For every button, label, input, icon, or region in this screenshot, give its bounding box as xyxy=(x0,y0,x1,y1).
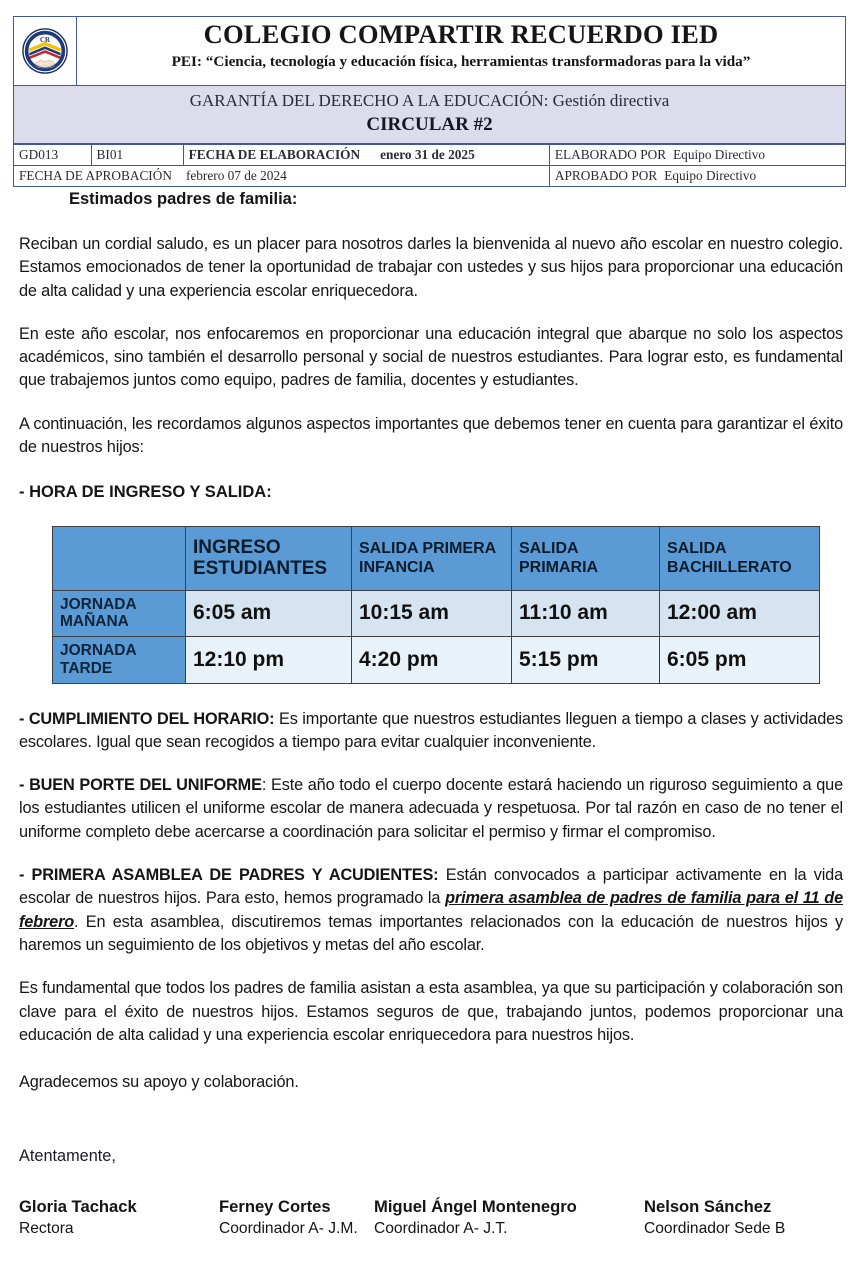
schedule-cell-tarde-bachillerato: 6:05 pm xyxy=(660,637,820,683)
signature-block-coordinador-sede-b xyxy=(644,1196,834,1239)
meta-code: GD013 xyxy=(14,144,91,165)
schedule-corner-cell xyxy=(53,527,186,591)
signature-name: Ferney Cortes xyxy=(219,1197,331,1216)
meta-elaboration-cell xyxy=(183,144,549,165)
emphasis-assembly-date: primera asamblea de padres de familia para el 11 de febrero xyxy=(19,889,843,931)
text-uniform: : Este año todo el cuerpo docente estará haciendo un riguroso seguimiento a que los estudiantes utilicen el uniforme escolar de manera adecuada y respetuosa. Por tal razón en caso de no tener el uniforme completo debe acercarse a coordinación para solicitar el permiso y firmar el compromiso. xyxy=(19,776,843,841)
text-compliance: Es importante que nuestros estudiantes lleguen a tiempo a clases y actividades escolares. Igual que sean recogidos a tiempo para evitar cualquier inconveniente. xyxy=(19,709,843,751)
meta-approved-by-label: APROBADO POR xyxy=(554,168,658,184)
schedule-col-ingreso: INGRESO ESTUDIANTES xyxy=(186,527,352,591)
paragraph-reminders-intro: A continuación, les recordamos algunos aspectos importantes que debemos tener en cuenta para garantizar el éxito de nuestros hijos: xyxy=(19,414,843,457)
banner-circular-number: CIRCULAR #2 xyxy=(366,114,493,136)
schedule-col-salida-primaria: SALIDA PRIMARIA xyxy=(512,527,660,591)
schedule-cell-tarde-primera-infancia: 4:20 pm xyxy=(352,637,512,683)
document-body xyxy=(19,190,843,1182)
banner-process-title: GARANTÍA DEL DERECHO A LA EDUCACIÓN: Gestión directiva xyxy=(189,91,670,110)
header-title-row xyxy=(14,17,845,86)
meta-row-approval xyxy=(14,166,845,187)
table-row xyxy=(53,591,820,637)
header-banner xyxy=(14,86,845,144)
meta-elaboration-date: enero 31 de 2025 xyxy=(380,146,475,162)
heading-schedule: - HORA DE INGRESO Y SALIDA: xyxy=(19,483,272,502)
meta-approval-cell xyxy=(14,166,549,187)
signature-row xyxy=(19,1196,843,1239)
school-crest-icon xyxy=(22,28,68,74)
meta-version: BI01 xyxy=(91,144,183,165)
paragraph-attendance: Es fundamental que todos los padres de familia asistan a esta asamblea, ya que su participación y colaboración son clave para el éxito de nuestros hijos. Estamos seguros de que, trabajando juntos, podemos proporcionar una educación de alta calidad y una experiencia escolar enriquecedora para nuestros hijos. xyxy=(19,979,843,1044)
meta-elaborated-by-cell xyxy=(549,144,845,165)
schedule-row-label-manana: JORNADA MAÑANA xyxy=(53,591,186,637)
meta-approved-by-value: Equipo Directivo xyxy=(664,168,757,184)
closing-line: Atentamente, xyxy=(19,1146,116,1165)
meta-approval-date: febrero 07 de 2024 xyxy=(185,168,287,184)
paragraph-welcome: Reciban un cordial saludo, es un placer para nosotros darles la bienvenida al nuevo año escolar en nuestro colegio. Estamos emocionados de tener la oportunidad de trabajar con ustedes y sus hijos para proporcionar una educación de alta calidad y una experiencia escolar enriquecedora. xyxy=(19,235,843,300)
pei-motto: PEI: “Ciencia, tecnología y educación física, herramientas transformadoras para la vida” xyxy=(171,52,751,70)
meta-approved-by-cell xyxy=(549,166,845,187)
signature-role: Coordinador A- J.M. xyxy=(219,1219,358,1237)
text-assembly-1: Están convocados a participar activamente en la vida escolar de nuestros hijos. Para esto, hemos programado la xyxy=(19,866,843,908)
signature-role: Rectora xyxy=(19,1219,74,1237)
lead-uniform: - BUEN PORTE DEL UNIFORME xyxy=(19,776,262,795)
svg-text:CR: CR xyxy=(40,36,50,44)
table-row xyxy=(53,637,820,683)
paragraph-thanks: Agradecemos su apoyo y colaboración. xyxy=(19,1073,299,1092)
schedule-row-label-tarde: JORNADA TARDE xyxy=(53,637,186,683)
meta-row-elaboration xyxy=(14,144,845,165)
signature-block-coordinador-jm xyxy=(219,1196,374,1239)
signature-name: Gloria Tachack xyxy=(19,1197,137,1216)
meta-elaborated-by-value: Equipo Directivo xyxy=(673,146,766,162)
schedule-cell-manana-ingreso: 6:05 am xyxy=(186,591,352,637)
title-cell xyxy=(77,17,845,85)
paragraph-focus: En este año escolar, nos enfocaremos en proporcionar una educación integral que abarque no solo los aspectos académicos, sino también el desarrollo personal y social de nuestros estudiantes. Para lograr esto, es fundamental que trabajemos juntos como equipo, padres de familia, docentes y estudiantes. xyxy=(19,324,843,390)
lead-compliance: - CUMPLIMIENTO DEL HORARIO: xyxy=(19,709,275,728)
meta-approval-label: FECHA DE APROBACIÓN xyxy=(19,168,172,184)
schedule-cell-manana-bachillerato: 12:00 am xyxy=(660,591,820,637)
schedule-cell-tarde-primaria: 5:15 pm xyxy=(512,637,660,683)
lead-assembly: - PRIMERA ASAMBLEA DE PADRES Y ACUDIENTES: xyxy=(19,866,439,885)
schedule-table xyxy=(52,526,820,683)
school-name: COLEGIO COMPARTIR RECUERDO IED xyxy=(203,19,719,49)
paragraph-compliance xyxy=(19,708,843,755)
paragraph-assembly xyxy=(19,864,843,957)
schedule-cell-manana-primaria: 11:10 am xyxy=(512,591,660,637)
signature-name: Nelson Sánchez xyxy=(644,1197,772,1216)
document-header xyxy=(13,16,846,187)
signature-block-coordinador-jt xyxy=(374,1196,644,1239)
signature-block-rectora xyxy=(19,1196,219,1239)
table-header-row xyxy=(53,527,820,591)
schedule-table-wrapper xyxy=(19,526,843,683)
signature-role: Coordinador Sede B xyxy=(644,1219,786,1237)
meta-elaboration-label: FECHA DE ELABORACIÓN xyxy=(188,146,361,162)
header-meta-table xyxy=(14,144,845,187)
schedule-cell-manana-primera-infancia: 10:15 am xyxy=(352,591,512,637)
signature-role: Coordinador A- J.T. xyxy=(374,1219,508,1237)
signature-name: Miguel Ángel Montenegro xyxy=(374,1197,577,1216)
schedule-col-salida-primera-infancia: SALIDA PRIMERA INFANCIA xyxy=(352,527,512,591)
logo-cell xyxy=(14,17,77,85)
schedule-cell-tarde-ingreso: 12:10 pm xyxy=(186,637,352,683)
salutation: Estimados padres de familia: xyxy=(69,190,298,208)
schedule-col-salida-bachillerato: SALIDA BACHILLERATO xyxy=(660,527,820,591)
paragraph-uniform xyxy=(19,774,843,844)
text-assembly-2: . En esta asamblea, discutiremos temas importantes relacionados con la educación de nuestros hijos y haremos un seguimiento de los objetivos y metas del año escolar. xyxy=(19,912,843,954)
meta-elaborated-by-label: ELABORADO POR xyxy=(554,146,667,162)
